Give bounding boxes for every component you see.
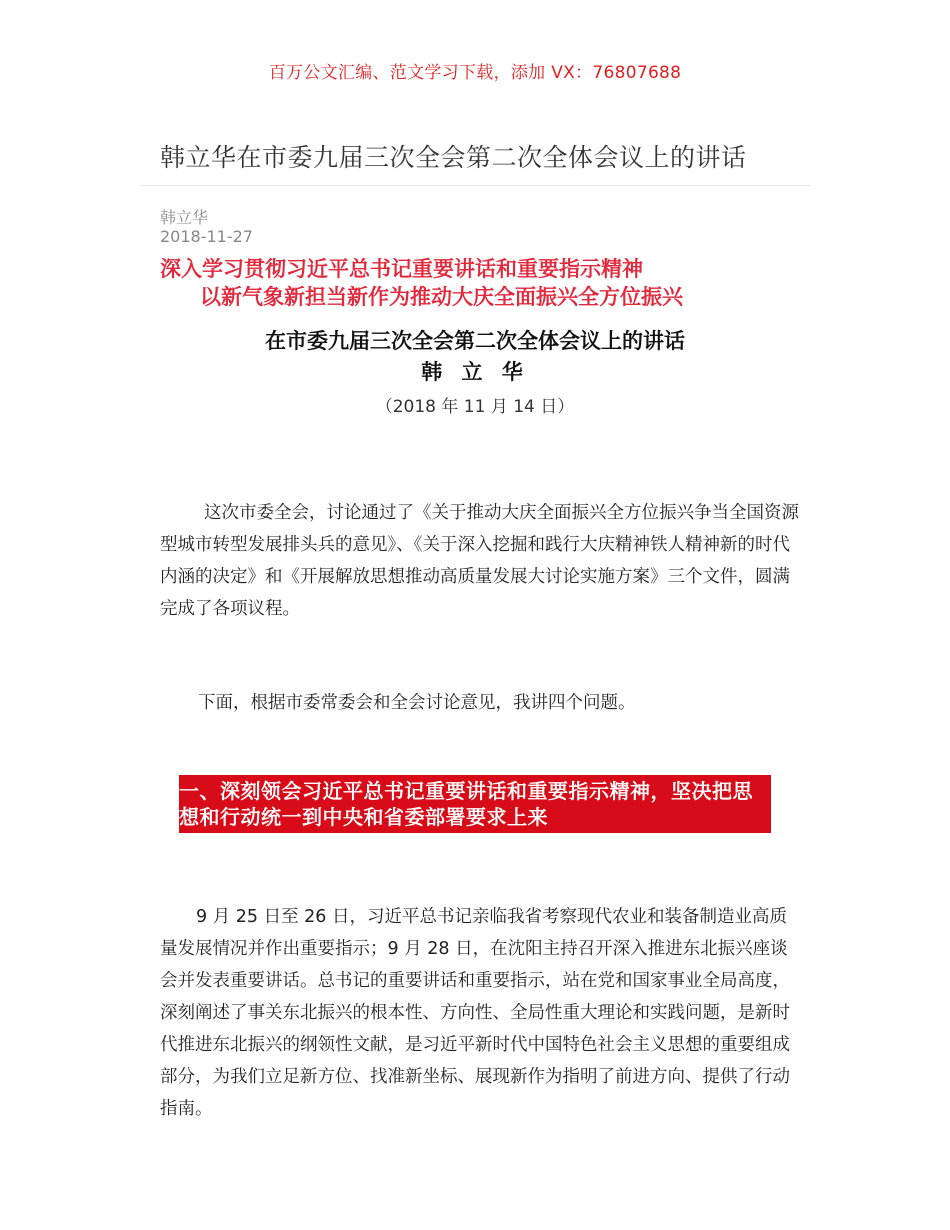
- article-title: 韩立华在市委九届三次全会第二次全体会议上的讲话: [160, 143, 747, 172]
- section-heading: 一、深刻领会习近平总书记重要讲话和重要指示精神，坚决把思想和行动统一到中央和省委部署要求上来: [179, 779, 753, 829]
- paragraph-body: 9 月 25 日至 26 日，习近平总书记亲临我省考察现代农业和装备制造业高质量发展情况并作出重要指示；9 月 28 日，在沈阳主持召开深入推进东北振兴座谈会并发表重要讲话。总书记的重要讲话和重要指示，站在党和国家事业全局高度，深刻阐述了事关东北振兴的根本性、方向性、全局性重大理论和实践问题，是新时代推进东北振兴的纲领性文献，是习近平新时代中国特色社会主义思想的重要组成部分，为我们立足新方位、找准新坐标、展现新作为指明了前进方向、提供了行动指南。: [160, 907, 790, 1119]
- headline-line-1: 深入学习贯彻习近平总书记重要讲话和重要指示精神: [160, 257, 643, 281]
- speech-title: 在市委九届三次全会第二次全体会议上的讲话: [265, 329, 685, 353]
- title-divider: [140, 185, 810, 186]
- speech-date: （2018 年 11 月 14 日）: [375, 397, 575, 417]
- watermark-banner: 百万公文汇编、范文学习下载，添加 VX：76807688: [268, 63, 682, 83]
- speaker-name: 韩 立 华: [421, 360, 529, 384]
- article-author[interactable]: 韩立华: [160, 208, 209, 227]
- paragraph-outline: 下面，根据市委常委会和全会讨论意见，我讲四个问题。: [198, 693, 636, 713]
- article-date: 2018-11-27: [160, 227, 253, 246]
- headline-line-2: 以新气象新担当新作为推动大庆全面振兴全方位振兴: [200, 285, 683, 309]
- section-heading-box: [179, 775, 771, 833]
- paragraph-intro: 这次市委全会，讨论通过了《关于推动大庆全面振兴全方位振兴争当全国资源型城市转型发展排头兵的意见》、《关于深入挖掘和践行大庆精神铁人精神新的时代内涵的决定》和《开展解放思想推动高质量发展大讨论实施方案》三个文件，圆满完成了各项议程。: [160, 503, 799, 619]
